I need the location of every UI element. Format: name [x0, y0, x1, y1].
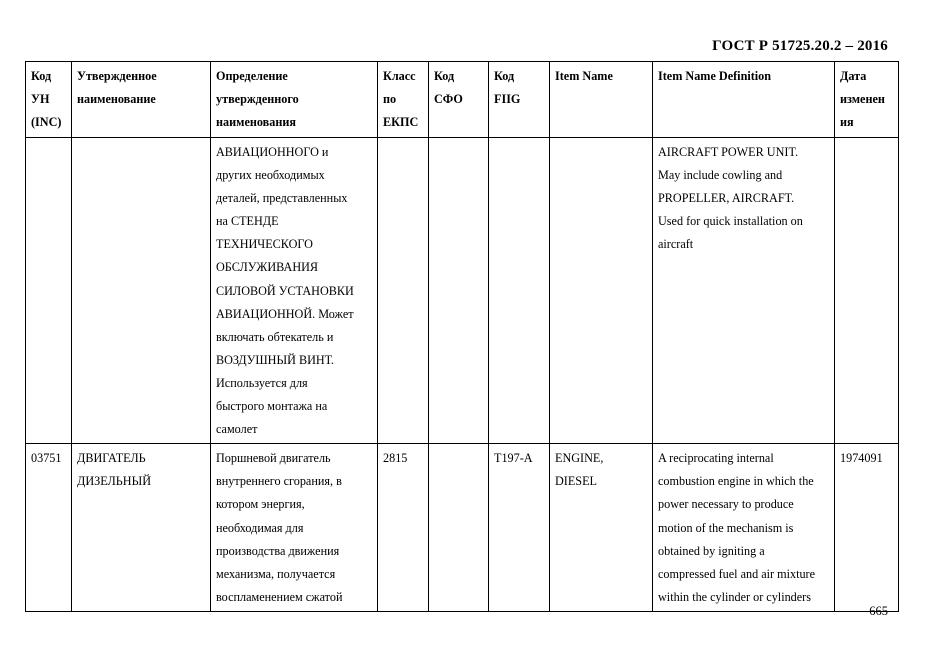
specification-table — [25, 61, 899, 612]
column-header-item-name: Item Name — [550, 62, 653, 138]
cell-fiig-code — [489, 138, 550, 444]
cell-item-name-definition: A reciprocating internal combustion engine in which the power necessary to produce motion of the mechanism is obtained by igniting a compressed fuel and air mixture within the cylinder or cylinders — [653, 444, 835, 612]
column-header-definition: Определение утвержденного наименования — [211, 62, 378, 138]
column-header-sfo-code: Код СФО — [429, 62, 489, 138]
cell-item-name-definition: AIRCRAFT POWER UNIT. May include cowling and PROPELLER, AIRCRAFT. Used for quick installation on aircraft — [653, 138, 835, 444]
document-standard-header: ГОСТ Р 51725.20.2 – 2016 — [712, 38, 888, 54]
cell-definition: Поршневой двигатель внутреннего сгорания, в котором энергия, необходимая для производства движения механизма, получается воспламенением сжатой — [211, 444, 378, 612]
cell-item-name: ENGINE, DIESEL — [550, 444, 653, 612]
cell-definition: АВИАЦИОННОГО и других необходимых деталей, представленных на СТЕНДЕ ТЕХНИЧЕСКОГО ОБСЛУЖИВАНИЯ СИЛОВОЙ УСТАНОВКИ АВИАЦИОННОЙ. Может включать обтекатель и ВОЗДУШНЫЙ ВИНТ. Используется для быстрого монтажа на самолет — [211, 138, 378, 444]
cell-sfo-code — [429, 444, 489, 612]
cell-approved-name: ДВИГАТЕЛЬ ДИЗЕЛЬНЫЙ — [72, 444, 211, 612]
cell-inc: 03751 — [26, 444, 72, 612]
column-header-fiig-code: Код FIIG — [489, 62, 550, 138]
column-header-approved-name: Утвержденное наименование — [72, 62, 211, 138]
cell-ekps-class — [378, 138, 429, 444]
table-row — [26, 444, 899, 612]
column-header-ekps-class: Класс по ЕКПС — [378, 62, 429, 138]
table-row — [26, 138, 899, 444]
cell-change-date — [835, 138, 899, 444]
cell-item-name — [550, 138, 653, 444]
table-header-row — [26, 62, 899, 138]
cell-fiig-code: T197-A — [489, 444, 550, 612]
column-header-change-date: Дата изменен ия — [835, 62, 899, 138]
cell-change-date: 1974091 — [835, 444, 899, 612]
cell-inc — [26, 138, 72, 444]
column-header-inc: Код УН (INC) — [26, 62, 72, 138]
column-header-item-name-definition: Item Name Definition — [653, 62, 835, 138]
cell-approved-name — [72, 138, 211, 444]
page-number: 665 — [869, 604, 888, 618]
cell-sfo-code — [429, 138, 489, 444]
cell-ekps-class: 2815 — [378, 444, 429, 612]
